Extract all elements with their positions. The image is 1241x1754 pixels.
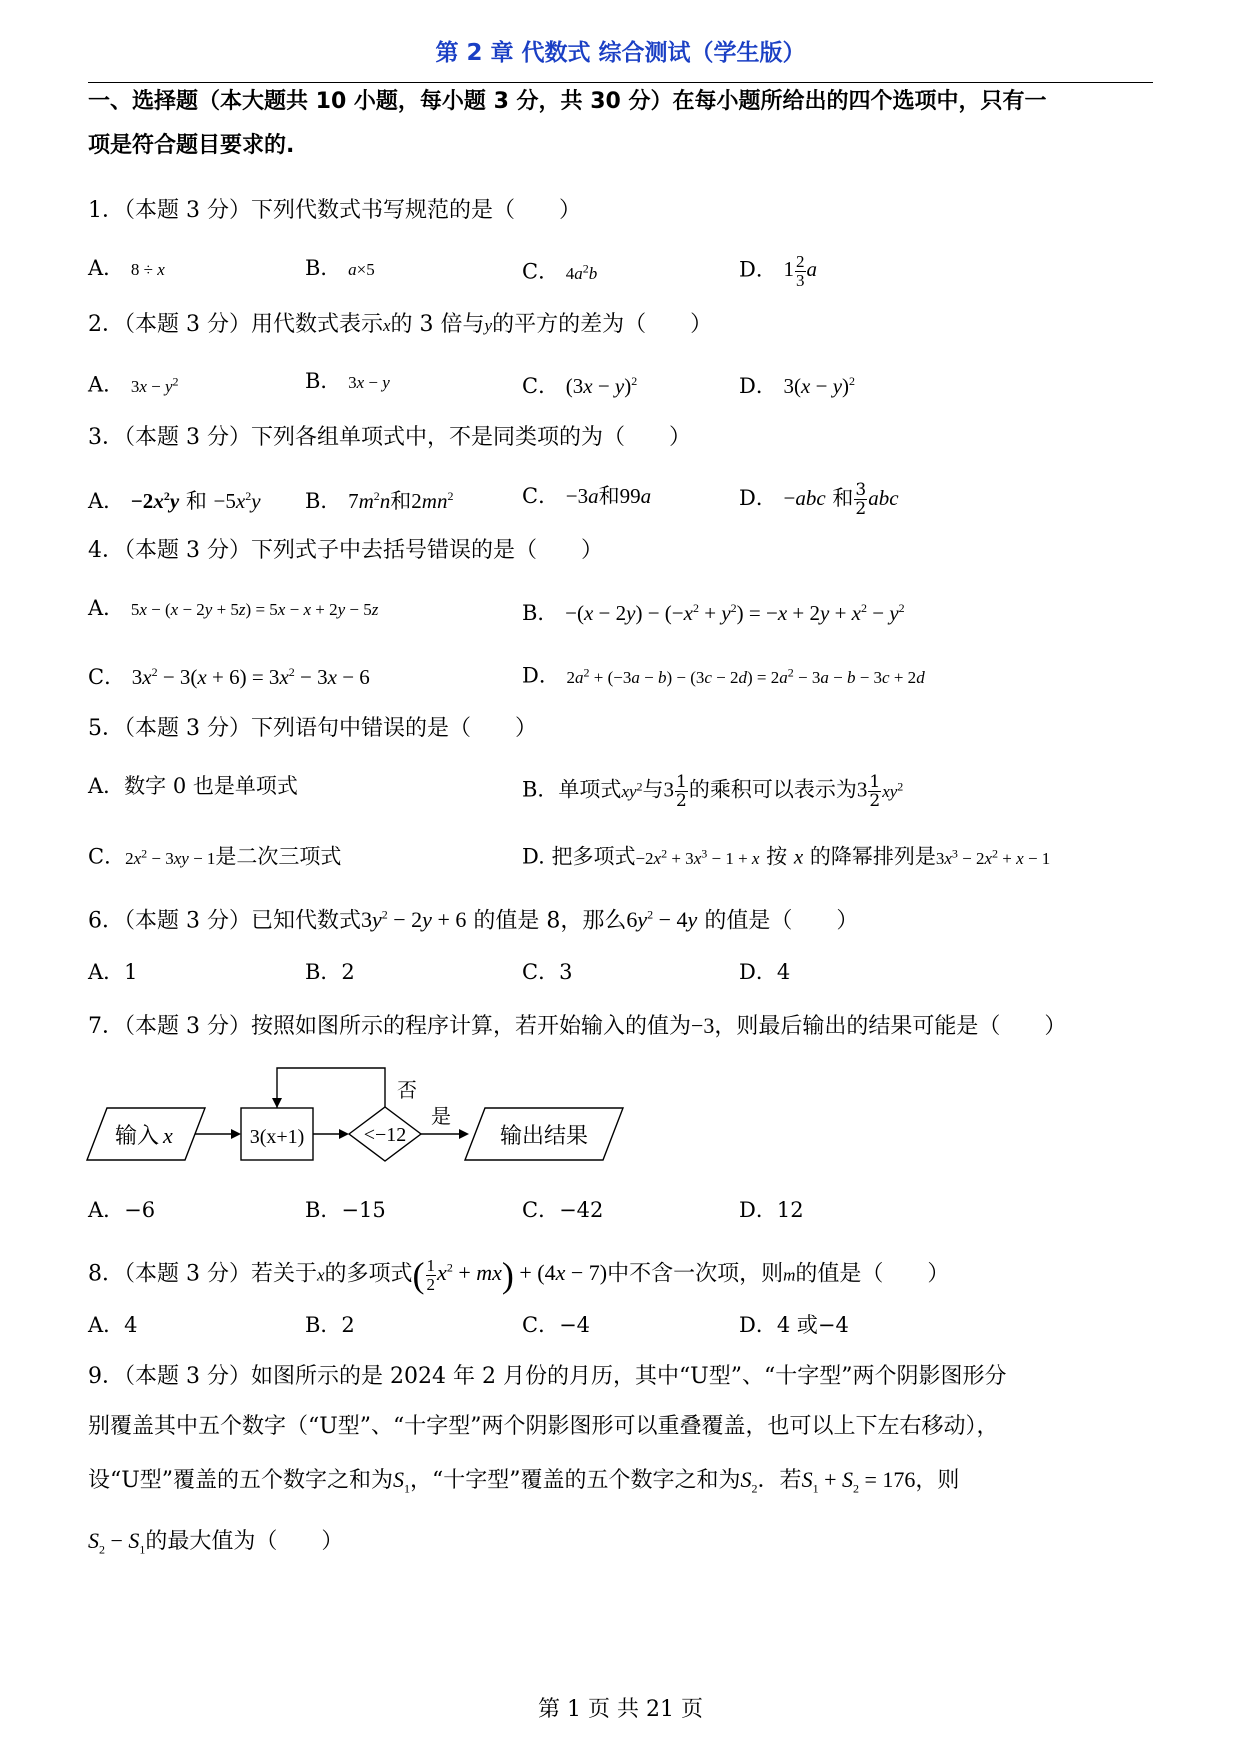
q4-option-b: B． $-(x - 2y) - (-x^2 + y^2) = -x + 2y + x^2 - y^2$ [522,601,905,625]
q7-option-a: A．−6 [88,1198,156,1222]
q5-option-c: C．$2x^2 - 3xy - 1$是二次三项式 [88,844,342,869]
q8-option-d: D．4 或−4 [739,1313,849,1337]
q6-option-a: A．1 [88,960,138,984]
flow-arrowhead-3 [459,1129,469,1139]
q5-option-a: A．数字 0 也是单项式 [88,774,298,798]
q8-option-b: B．2 [305,1313,355,1337]
q3-option-b: B． $7m^2n$和$2mn^2$ [305,489,454,513]
q3-stem: 3．（本题 3 分）下列各组单项式中，不是同类项的为（ ） [88,425,691,450]
q8-option-a: A．4 [88,1313,138,1337]
q7-stem: 7．（本题 3 分）按照如图所示的程序计算，若开始输入的值为−3，则最后输出的结果可能是（ ） [88,1013,1067,1039]
q2-option-d: D． $3(x - y)^2$ [739,374,856,398]
flow-input-label: 输入 [115,1124,160,1149]
flow-yes-label: 是 [431,1104,451,1128]
q3-option-d: D． −abc 和 $\frac{3}{2}$ abc [739,480,899,519]
q5-option-b: B．单项式$xy^2$与3 $\frac{1}{2}$ 的乘积可以表示为3 $\frac{1}{2}$ $xy^2$ [522,771,904,811]
flow-loop-line [277,1068,385,1108]
q7-option-c: C．−42 [522,1198,604,1222]
q3-option-a: A． $-2x^2y$ 和 $-5x^2y$ [88,489,261,513]
q7-option-d: D．12 [739,1198,804,1222]
q8-stem: 8．（本题 3 分）若关于x的多项式( $\frac{1}{2}$ $x^2 + mx) + (4x - 7)$中不含一次项，则m的值是（ ） [88,1255,950,1296]
q4-option-a: A． 5x − (x − 2y + 5z) = 5x − x + 2y − 5z [88,596,379,620]
q1-option-d: D． 1 $\frac{2}{3}$ a [739,252,818,290]
q9-line1: 9．（本题 3 分）如图所示的是 2024 年 2 月份的月历，其中“U型”、“十字型”两个阴影图形分 [88,1364,1007,1389]
flow-arrowhead-1 [231,1129,241,1139]
flow-arrowhead-2 [339,1129,349,1139]
q1-option-b: B． a×5 [305,256,375,280]
q8-option-c: C．−4 [522,1313,591,1337]
q4-option-c: C． $3x^2 - 3(x + 6) = 3x^2 - 3x - 6$ [88,665,370,689]
flow-output-label: 输出结果 [499,1124,589,1149]
q9-line3: 设“U型”覆盖的五个数字之和为$S_1$，“十字型”覆盖的五个数字之和为$S_2$．若$S_1 + S_2 = 176$，则 [88,1467,960,1496]
flow-process-label: 3(x+1) [249,1126,305,1148]
q6-stem: 6．（本题 3 分）已知代数式$3y^2 - 2y + 6$ 的值是 8，那么$6y^2 - 4y$ 的值是（ ） [88,907,859,934]
q5-stem: 5．（本题 3 分）下列语句中错误的是（ ） [88,716,537,741]
q1-stem: 1．（本题 3 分）下列代数式书写规范的是（ ） [88,198,581,223]
q6-option-d: D．4 [739,960,791,984]
page-title: 第 2 章 代数式 综合测试（学生版） [435,40,806,66]
q2-stem: 2．（本题 3 分）用代数式表示x的 3 倍与y的平方的差为（ ） [88,312,713,337]
page-footer: 第 1 页 共 21 页 [538,1697,703,1722]
q1-option-c: C． $4a^2b$ [522,259,598,284]
flow-decision-label: <−12 [363,1124,407,1146]
q7-flowchart [85,1063,645,1173]
q2-option-b: B． 3x − y [305,369,390,393]
flow-no-label: 否 [397,1078,417,1102]
q4-stem: 4．（本题 3 分）下列式子中去括号错误的是（ ） [88,538,603,563]
header-rule [88,82,1153,83]
q7-option-b: B．−15 [305,1198,386,1222]
q1-option-a: A． 8 ÷ x [88,256,165,280]
q9-line2: 别覆盖其中五个数字（“U型”、“十字型”两个阴影图形可以重叠覆盖，也可以上下左右移动）， [88,1414,999,1439]
q2-option-c: C． $(3x - y)^2$ [522,374,638,398]
flow-loop-arrowhead [272,1098,282,1108]
q6-option-c: C．3 [522,960,573,984]
section-header-line2: 项是符合题目要求的. [88,133,295,158]
section-header-line1: 一、选择题（本大题共 10 小题，每小题 3 分，共 30 分）在每小题所给出的四个选项中，只有一 [88,89,1047,114]
q9-line4: $S_2 - S_1$的最大值为（ ） [88,1528,344,1557]
q2-option-a: A． $3x - y^2$ [88,372,179,397]
q5-option-d: D. 把多项式$-2x^2 + 3x^3 - 1 + x$ 按 x 的降幂排列是$3x^3 - 2x^2 + x - 1$ [522,844,1051,869]
q4-option-d: D． $2a^2 + (-3a - b) - (3c - 2d) = 2a^2 - 3a - b - 3c + 2d$ [522,663,925,688]
flow-input-x: x [163,1123,173,1148]
q6-option-b: B．2 [305,960,355,984]
q3-option-c: C． −3a和99a [522,484,652,508]
